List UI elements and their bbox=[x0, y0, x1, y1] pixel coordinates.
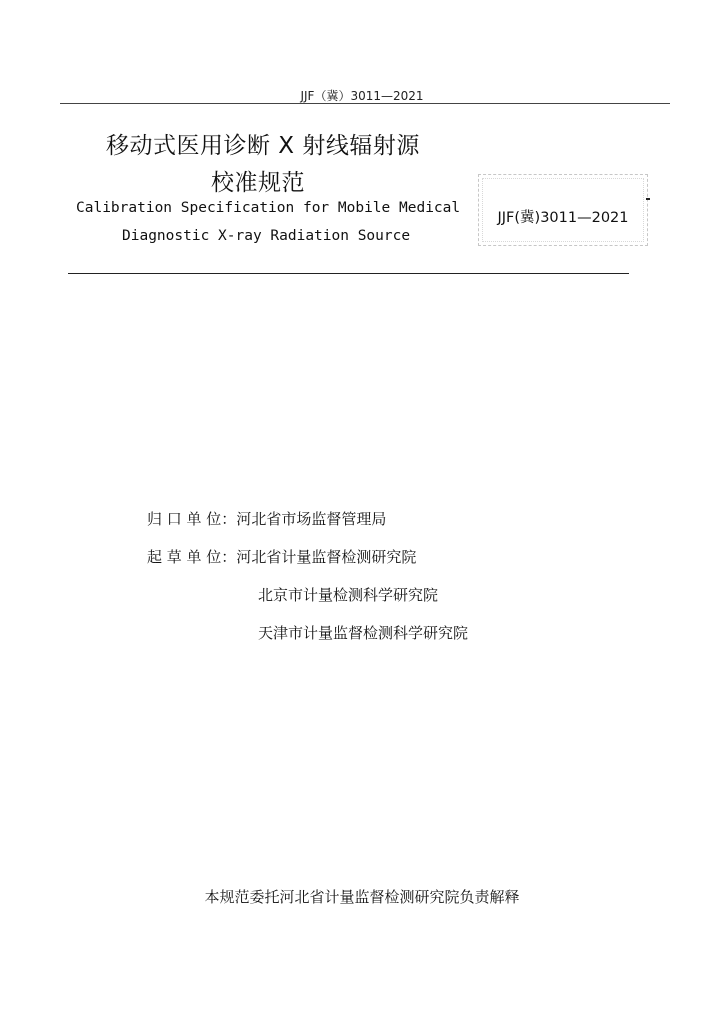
code-box-tick bbox=[646, 198, 650, 200]
responsible-unit-label: 归 口 单 位： bbox=[147, 510, 237, 528]
drafting-unit-value-2: 北京市计量检测科学研究院 bbox=[258, 586, 439, 604]
title-cn-line1: 移动式医用诊断 X 射线辐射源 bbox=[106, 133, 420, 159]
title-cn-line2: 校准规范 bbox=[211, 170, 305, 196]
responsible-unit-row bbox=[147, 508, 386, 529]
title-rule bbox=[68, 273, 629, 274]
drafting-unit-label: 起 草 单 位： bbox=[147, 548, 237, 566]
drafting-unit-row bbox=[147, 546, 416, 567]
standard-code: JJF(冀)3011—2021 bbox=[497, 210, 629, 226]
header-rule bbox=[60, 103, 670, 104]
responsible-unit-value: 河北省市场监督管理局 bbox=[236, 510, 387, 528]
drafting-unit-value-3: 天津市计量监督检测科学研究院 bbox=[258, 624, 469, 642]
running-header: JJF（冀）3011—2021 bbox=[300, 89, 424, 103]
standard-code-box bbox=[478, 174, 648, 246]
title-en-line2: Diagnostic X-ray Radiation Source bbox=[122, 228, 411, 244]
title-en-line1: Calibration Specification for Mobile Medical bbox=[76, 200, 461, 216]
drafting-unit-value-1: 河北省计量监督检测研究院 bbox=[236, 548, 417, 566]
interpretation-note: 本规范委托河北省计量监督检测研究院负责解释 bbox=[204, 888, 520, 906]
